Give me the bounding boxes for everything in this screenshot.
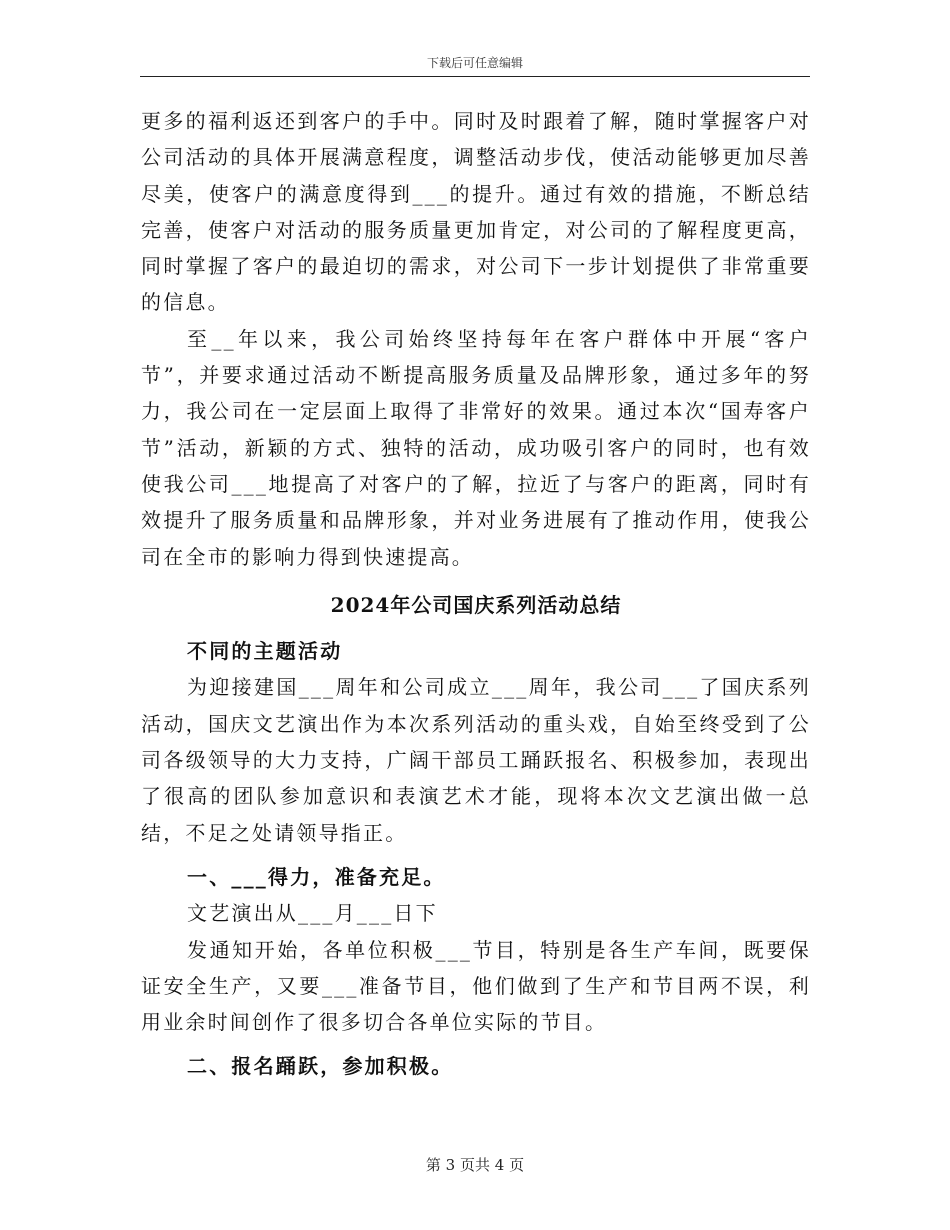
paragraph-continued: 更多的福利返还到客户的手中。同时及时跟着了解，随时掌握客户对公司活动的具体开展满意程度，调整活动步伐，使活动能够更加尽善尽美，使客户的满意度得到___的提升。通过有效的措施，不断总结完善，使客户对活动的服务质量更加肯定，对公司的了解程度更高，同时掌握了客户的最迫切的需求，对公司下一步计划提供了非常重要的信息。: [141, 109, 811, 315]
header-divider: [140, 76, 810, 77]
paragraph-line-fragment: 文艺演出从___月___日下: [187, 901, 438, 926]
paragraph-customer-festival: 至__年以来，我公司始终坚持每年在客户群体中开展“客户节”，并要求通过活动不断提高服务质量及品牌形象，通过多年的努力，我公司在一定层面上取得了非常好的效果。通过本次“国寿客户节”活动，新颖的方式、独特的活动，成功吸引客户的同时，也有效使我公司___地提高了对客户的了解，拉近了与客户的距离，同时有效提升了服务质量和品牌形象，并对业务进展有了推动作用，使我公司在全市的影响力得到快速提高。: [141, 326, 811, 569]
document-title: 2024年公司国庆系列活动总结: [330, 592, 622, 617]
section-heading-1: 一、___得力，准备充足。: [187, 864, 446, 889]
document-body: [141, 103, 811, 1085]
paragraph-intro: 为迎接建国___周年和公司成立___周年，我公司___了国庆系列活动，国庆文艺演出作为本次系列活动的重头戏，自始至终受到了公司各级领导的大力支持，广阔干部员工踊跃报名、积极参加，表现出了很高的团队参加意识和表演艺术才能，现将本次文艺演出做一总结，不足之处请领导指正。: [141, 675, 811, 845]
page-header: 下载后可任意编辑: [426, 56, 523, 70]
page-footer: 第 3 页共 4 页: [425, 1156, 525, 1174]
section-heading-2: 二、报名踊跃，参加积极。: [187, 1054, 454, 1079]
section-heading-theme: 不同的主题活动: [187, 639, 343, 664]
paragraph-notification: 发通知开始，各单位积极___节目，特别是各生产车间，既要保证安全生产，又要___准备节目，他们做到了生产和节目两不误，利用业余时间创作了很多切合各单位实际的节目。: [141, 937, 811, 1035]
